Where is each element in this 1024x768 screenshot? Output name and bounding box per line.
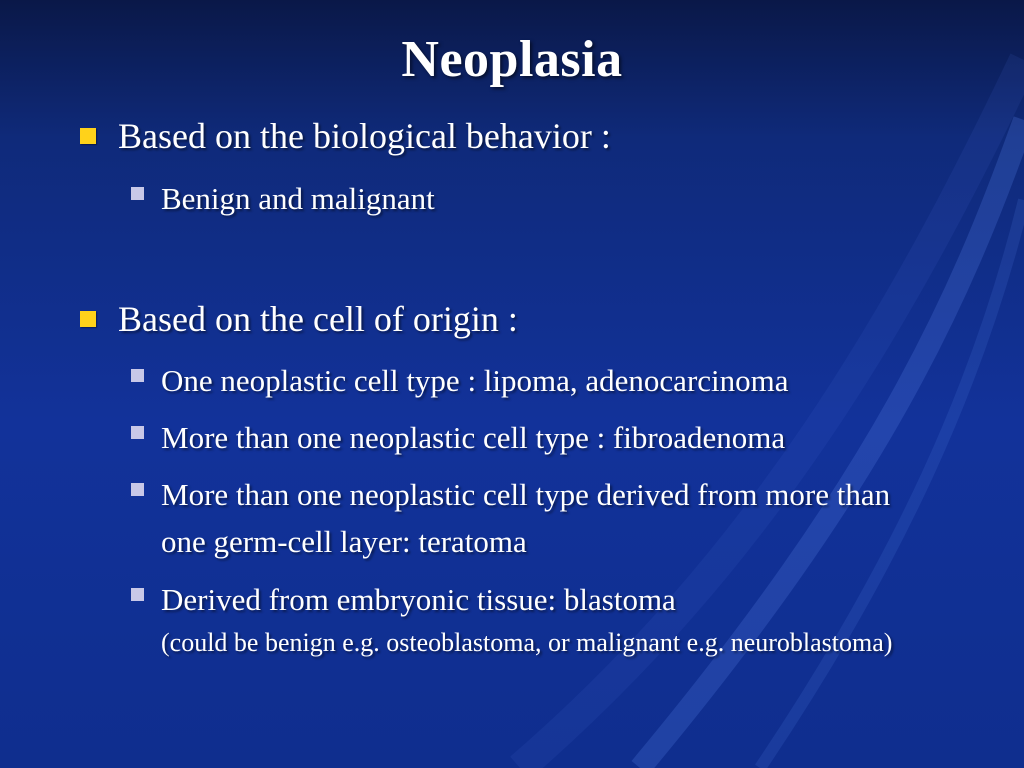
square-bullet-icon (131, 187, 144, 200)
section-heading-biological (80, 113, 611, 159)
list-item-text: Benign and malignant (161, 181, 435, 216)
square-bullet-icon (131, 426, 144, 439)
slide-title: Neoplasia (401, 31, 623, 88)
square-bullet-icon (131, 588, 144, 601)
list-item-body (161, 576, 892, 663)
list-item (131, 175, 435, 222)
square-bullet-icon (80, 311, 96, 327)
list-item-text: More than one neoplastic cell type derived from more than one germ-cell layer: teratoma (161, 477, 891, 559)
square-bullet-icon (80, 128, 96, 144)
list-item (131, 357, 951, 404)
list-item-text: More than one neoplastic cell type : fibroadenoma (161, 420, 786, 455)
square-bullet-icon (131, 369, 144, 382)
list-item (131, 414, 951, 461)
square-bullet-icon (131, 483, 144, 496)
list-item-text: Derived from embryonic tissue: blastoma (161, 582, 676, 617)
section-heading-label: Based on the cell of origin : (118, 299, 518, 339)
list-item (131, 471, 931, 565)
section-heading-origin (80, 296, 518, 342)
list-item (131, 576, 931, 663)
section-heading-label: Based on the biological behavior : (118, 116, 611, 156)
list-item-text: One neoplastic cell type : lipoma, adenocarcinoma (161, 363, 789, 398)
list-item-note: (could be benign e.g. osteoblastoma, or malignant e.g. neuroblastoma) (161, 628, 893, 657)
